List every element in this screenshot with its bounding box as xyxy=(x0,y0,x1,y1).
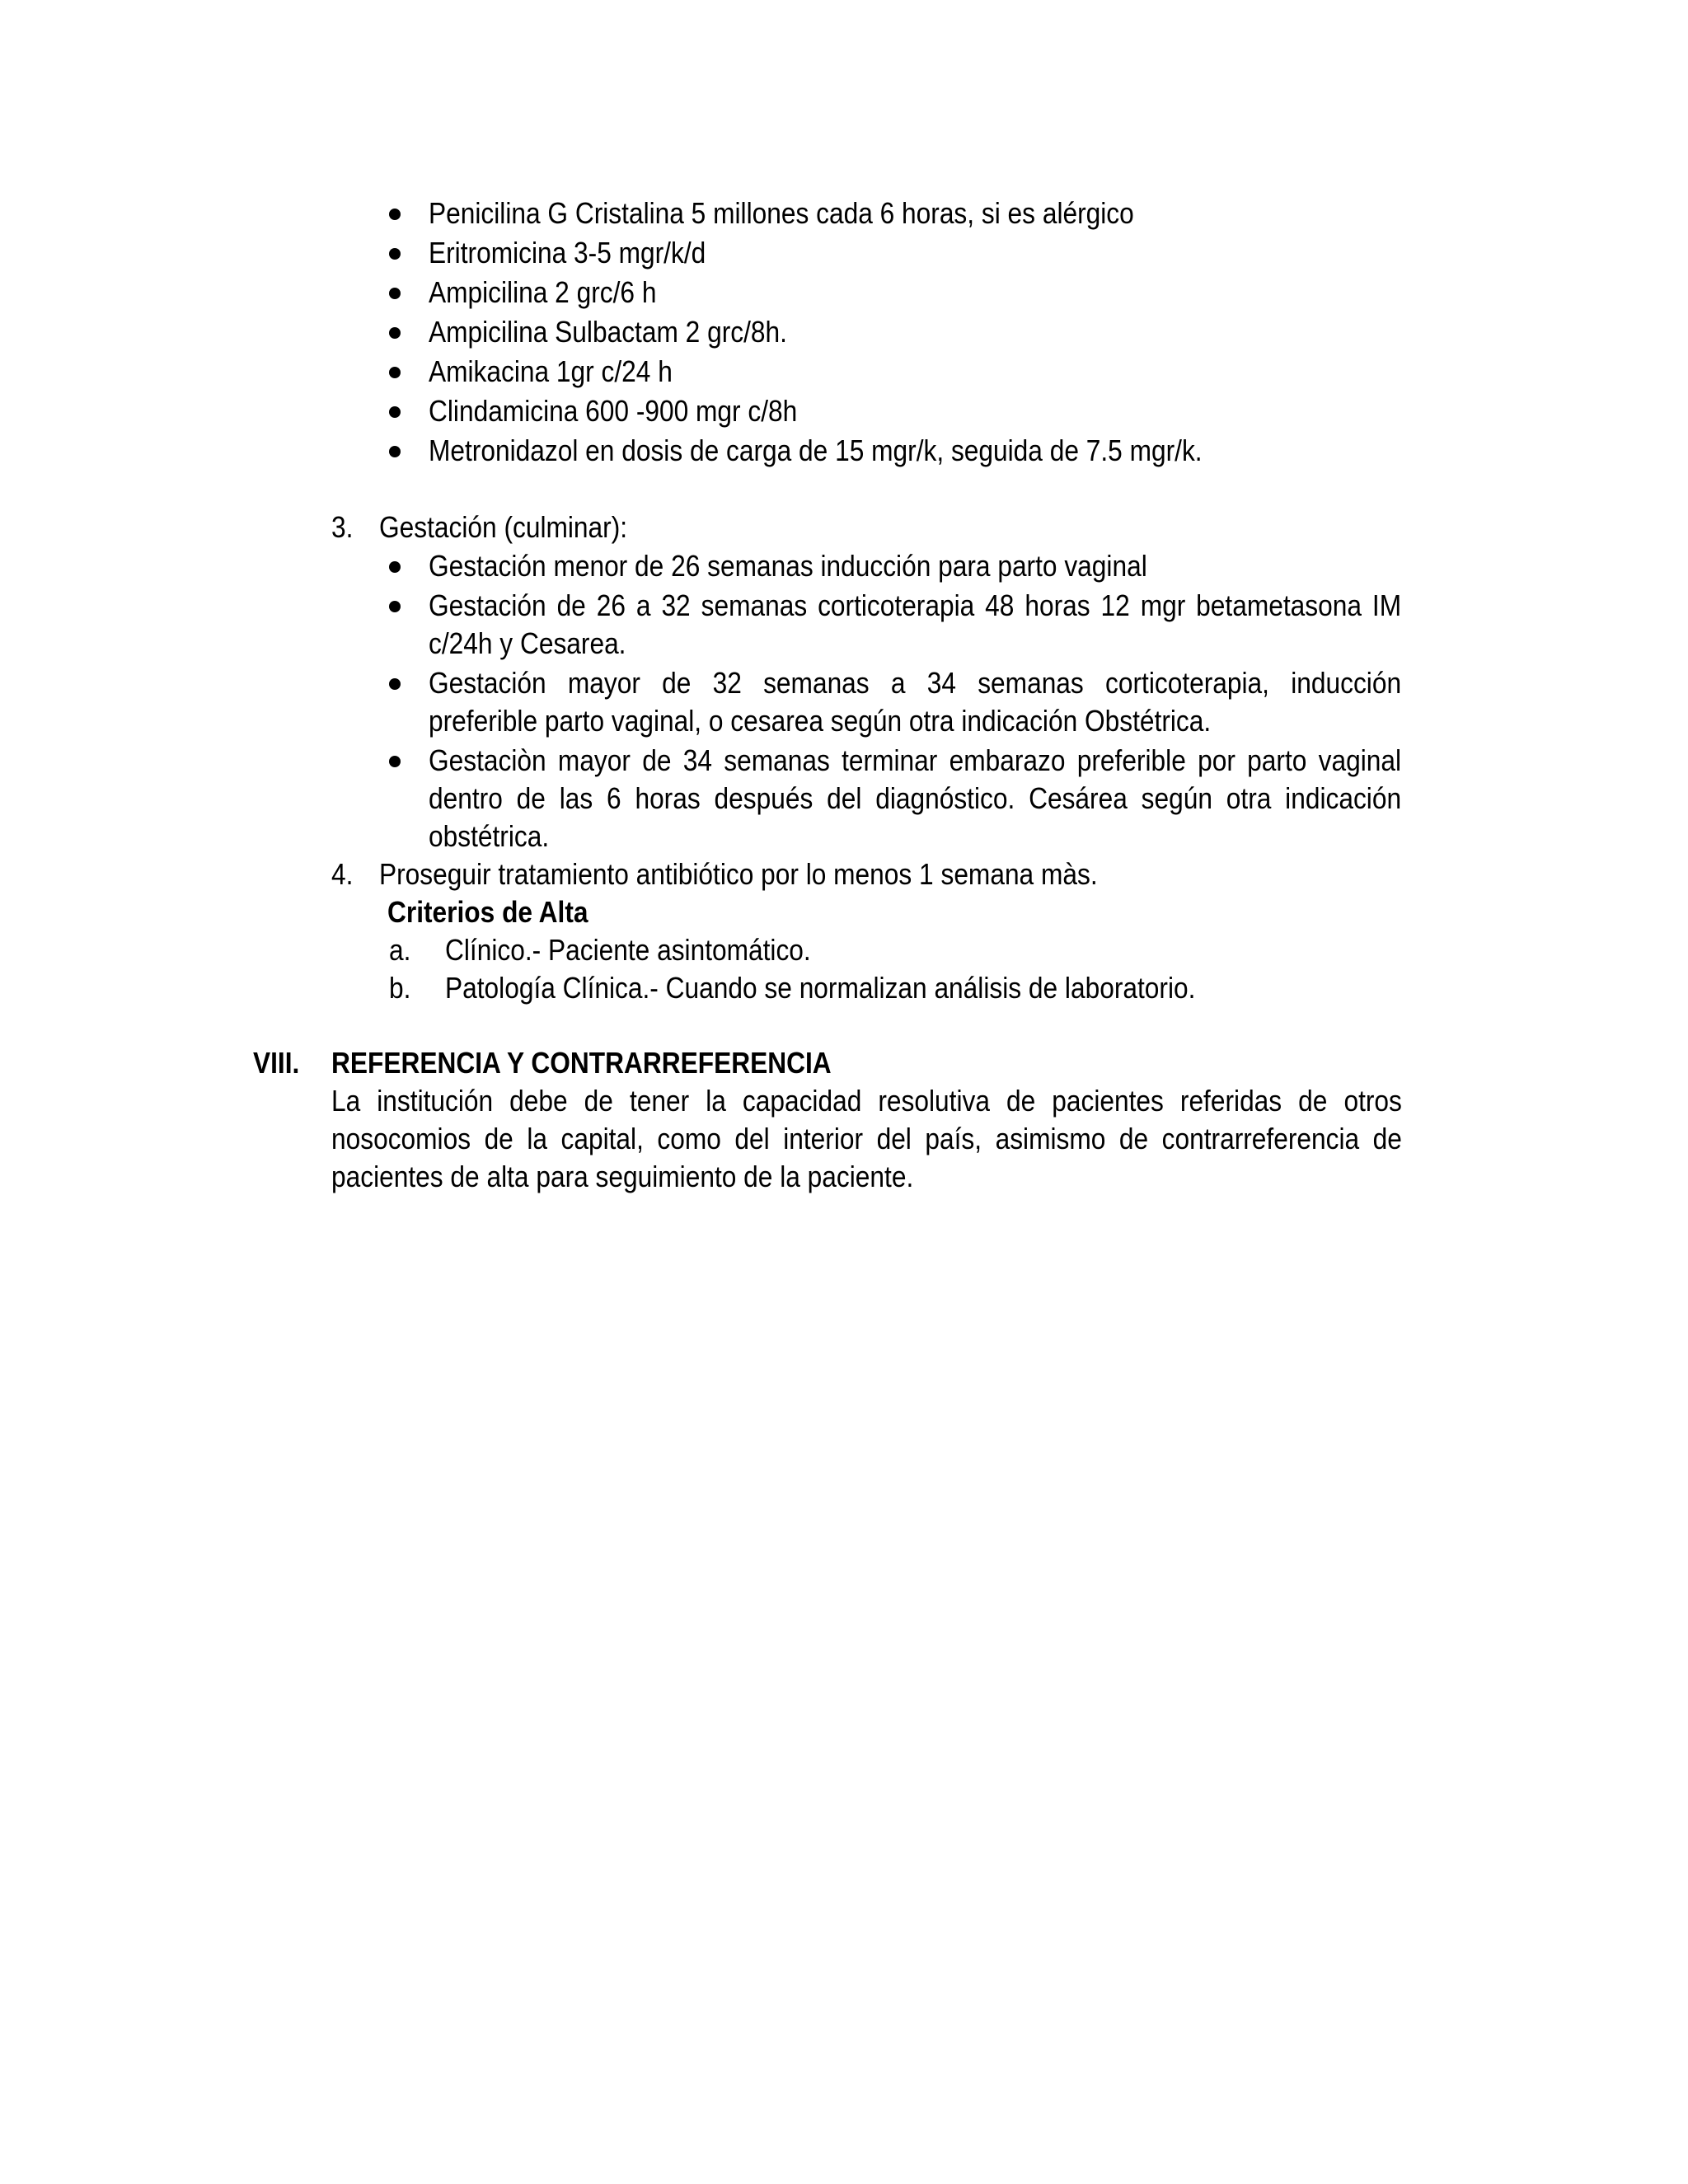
paragraph-line: nosocomios de la capital, como del interior del país, asimismo de contrarreferencia de xyxy=(331,1122,1402,1155)
item-number: 3. xyxy=(331,510,354,544)
list-item: Ampicilina 2 grc/6 h xyxy=(429,275,657,309)
bullet-icon xyxy=(389,678,401,690)
item-text: Gestación (culminar): xyxy=(379,510,628,544)
item-letter: b. xyxy=(389,971,411,1005)
list-item: Eritromicina 3-5 mgr/k/d xyxy=(429,236,706,269)
list-item-line: Gestación de 26 a 32 semanas corticoterapia 48 horas 12 mgr betametasona IM xyxy=(429,588,1402,622)
list-item: Penicilina G Cristalina 5 millones cada 6 horas, si es alérgico xyxy=(429,196,1134,230)
list-item-line: Gestación mayor de 32 semanas a 34 semanas corticoterapia, inducción xyxy=(429,666,1402,700)
item-letter: a. xyxy=(389,933,411,967)
bullet-icon xyxy=(389,209,401,220)
paragraph-line: La institución debe de tener la capacidad resolutiva de pacientes referidas de otros xyxy=(331,1084,1402,1118)
list-item: Patología Clínica.- Cuando se normalizan análisis de laboratorio. xyxy=(445,971,1196,1005)
bullet-icon xyxy=(389,367,401,378)
bullet-icon xyxy=(389,288,401,299)
list-item-line: dentro de las 6 horas después del diagnóstico. Cesárea según otra indicación xyxy=(429,781,1402,815)
list-item: Metronidazol en dosis de carga de 15 mgr/k, seguida de 7.5 mgr/k. xyxy=(429,434,1203,467)
list-item: Amikacina 1gr c/24 h xyxy=(429,354,673,388)
bullet-icon xyxy=(389,601,401,612)
bullet-icon xyxy=(389,446,401,457)
list-item: Ampicilina Sulbactam 2 grc/8h. xyxy=(429,315,787,349)
section-heading: REFERENCIA Y CONTRARREFERENCIA xyxy=(331,1046,832,1080)
list-item-line: c/24h y Cesarea. xyxy=(429,626,626,660)
list-item: Clindamicina 600 -900 mgr c/8h xyxy=(429,394,798,428)
bullet-icon xyxy=(389,248,401,260)
section-numeral: VIII. xyxy=(253,1046,300,1080)
bullet-icon xyxy=(389,406,401,418)
discharge-heading: Criterios de Alta xyxy=(387,895,588,929)
list-item-line: obstétrica. xyxy=(429,819,550,853)
list-item-line: preferible parto vaginal, o cesarea según otra indicación Obstétrica. xyxy=(429,704,1212,738)
paragraph-line: pacientes de alta para seguimiento de la paciente. xyxy=(331,1160,914,1193)
item-number: 4. xyxy=(331,857,354,891)
list-item-line: Gestaciòn mayor de 34 semanas terminar embarazo preferible por parto vaginal xyxy=(429,743,1402,777)
bullet-icon xyxy=(389,561,401,573)
bullet-icon xyxy=(389,756,401,767)
list-item: Gestación menor de 26 semanas inducción para parto vaginal xyxy=(429,549,1147,583)
list-item: Clínico.- Paciente asintomático. xyxy=(445,933,811,967)
bullet-icon xyxy=(389,327,401,339)
item-text: Proseguir tratamiento antibiótico por lo menos 1 semana màs. xyxy=(379,857,1098,891)
